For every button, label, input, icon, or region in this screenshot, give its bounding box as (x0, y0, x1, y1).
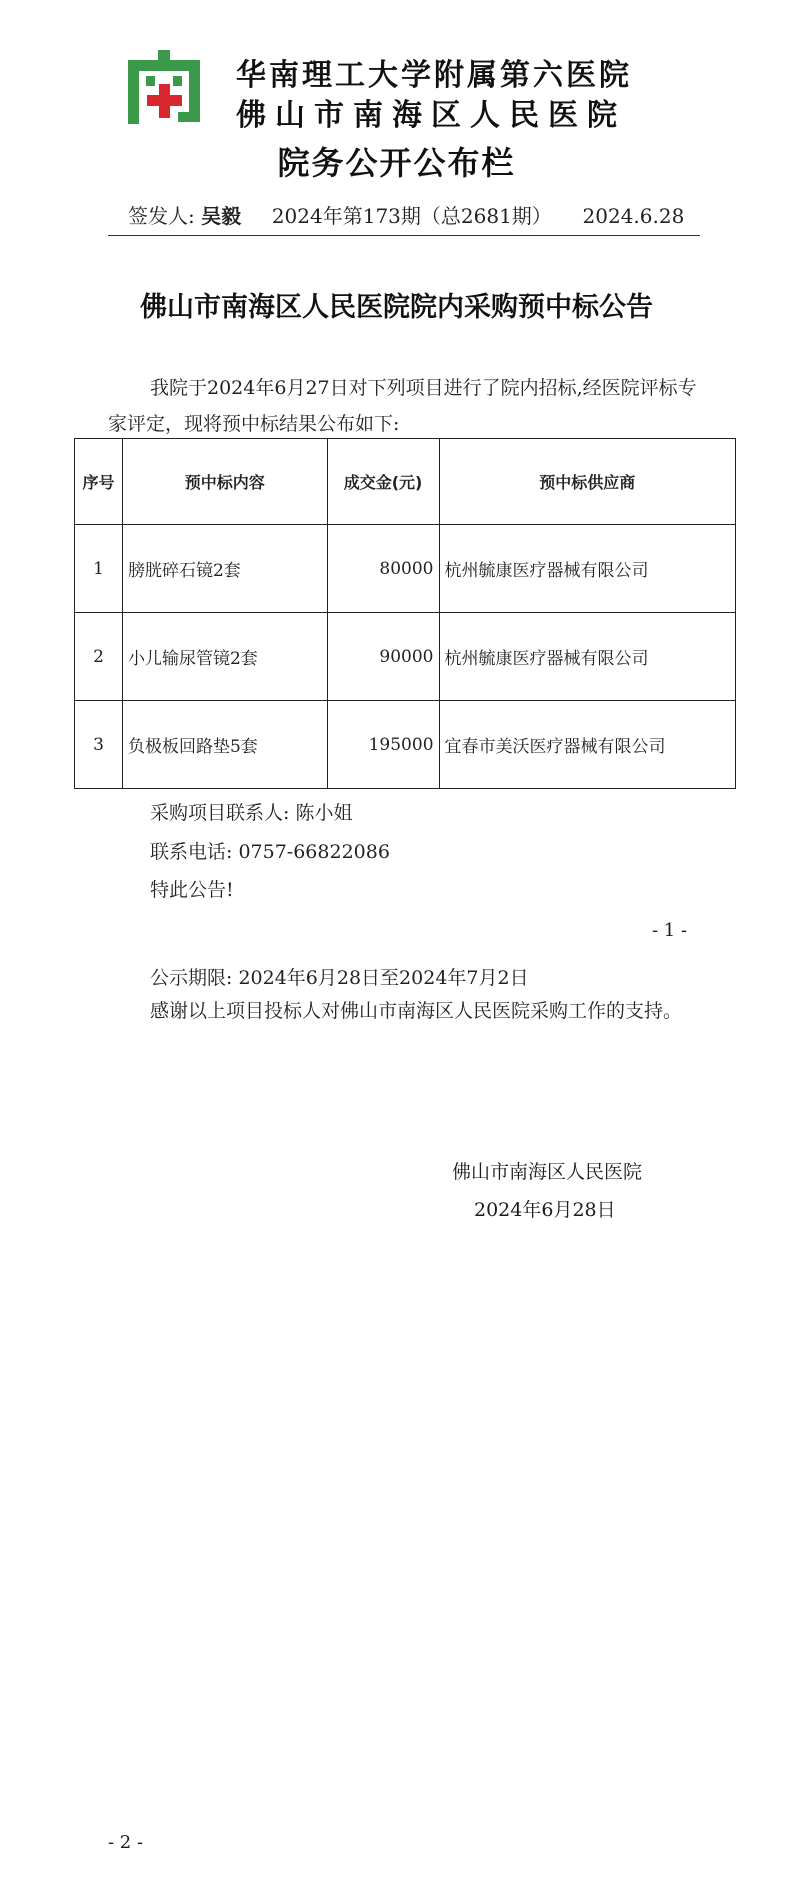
issue-number: 2024年第173期（总2681期） (271, 204, 552, 228)
table-row (75, 613, 736, 701)
hospital-logo-icon (126, 50, 202, 126)
row-supplier: 宜春市美沃医疗器械有限公司 (439, 701, 735, 789)
row-amount: 195000 (327, 701, 439, 789)
header-no: 序号 (75, 439, 123, 525)
award-table (74, 438, 736, 789)
board-title: 院务公开公布栏 (277, 144, 516, 182)
signature-date: 2024年6月28日 (474, 1199, 616, 1221)
closing-text: 特此公告! (150, 879, 234, 901)
table-row (75, 525, 736, 613)
issue-info-line (128, 200, 684, 229)
signer-label: 签发人: (128, 204, 195, 228)
row-content: 负极板回路垫5套 (122, 701, 327, 789)
row-content: 膀胱碎石镜2套 (122, 525, 327, 613)
row-no: 3 (75, 701, 123, 789)
page-number-2: - 2 - (108, 1832, 144, 1853)
contact-person: 采购项目联系人: 陈小姐 (150, 802, 353, 824)
contact-phone: 联系电话: 0757-66822086 (150, 841, 390, 863)
page-number-1: - 1 - (652, 920, 688, 941)
org-name-line1: 华南理工大学附属第六医院 (236, 58, 632, 93)
header-divider (108, 235, 700, 236)
notice-title: 佛山市南海区人民医院院内采购预中标公告 (140, 292, 653, 323)
issue-date: 2024.6.28 (582, 204, 685, 228)
header-content: 预中标内容 (122, 439, 327, 525)
row-supplier: 杭州毓康医疗器械有限公司 (439, 613, 735, 701)
row-amount: 90000 (327, 613, 439, 701)
row-no: 1 (75, 525, 123, 613)
signature-org: 佛山市南海区人民医院 (452, 1161, 643, 1183)
table-header-row (75, 439, 736, 525)
row-supplier: 杭州毓康医疗器械有限公司 (439, 525, 735, 613)
header-amount: 成交金(元) (327, 439, 439, 525)
publicity-period: 公示期限: 2024年6月28日至2024年7月2日 (150, 967, 529, 989)
thanks-paragraph: 感谢以上项目投标人对佛山市南海区人民医院采购工作的支持。 (150, 1000, 683, 1022)
header-supplier: 预中标供应商 (439, 439, 735, 525)
row-content: 小儿输尿管镜2套 (122, 613, 327, 701)
signer-name: 吴毅 (201, 204, 242, 228)
org-name-line2: 佛山市南海区人民医院 (236, 98, 626, 133)
table-row (75, 701, 736, 789)
row-amount: 80000 (327, 525, 439, 613)
intro-paragraph: 我院于2024年6月27日对下列项目进行了院内招标,经医院评标专家评定，现将预中标结果公布如下: (108, 377, 697, 435)
row-no: 2 (75, 613, 123, 701)
